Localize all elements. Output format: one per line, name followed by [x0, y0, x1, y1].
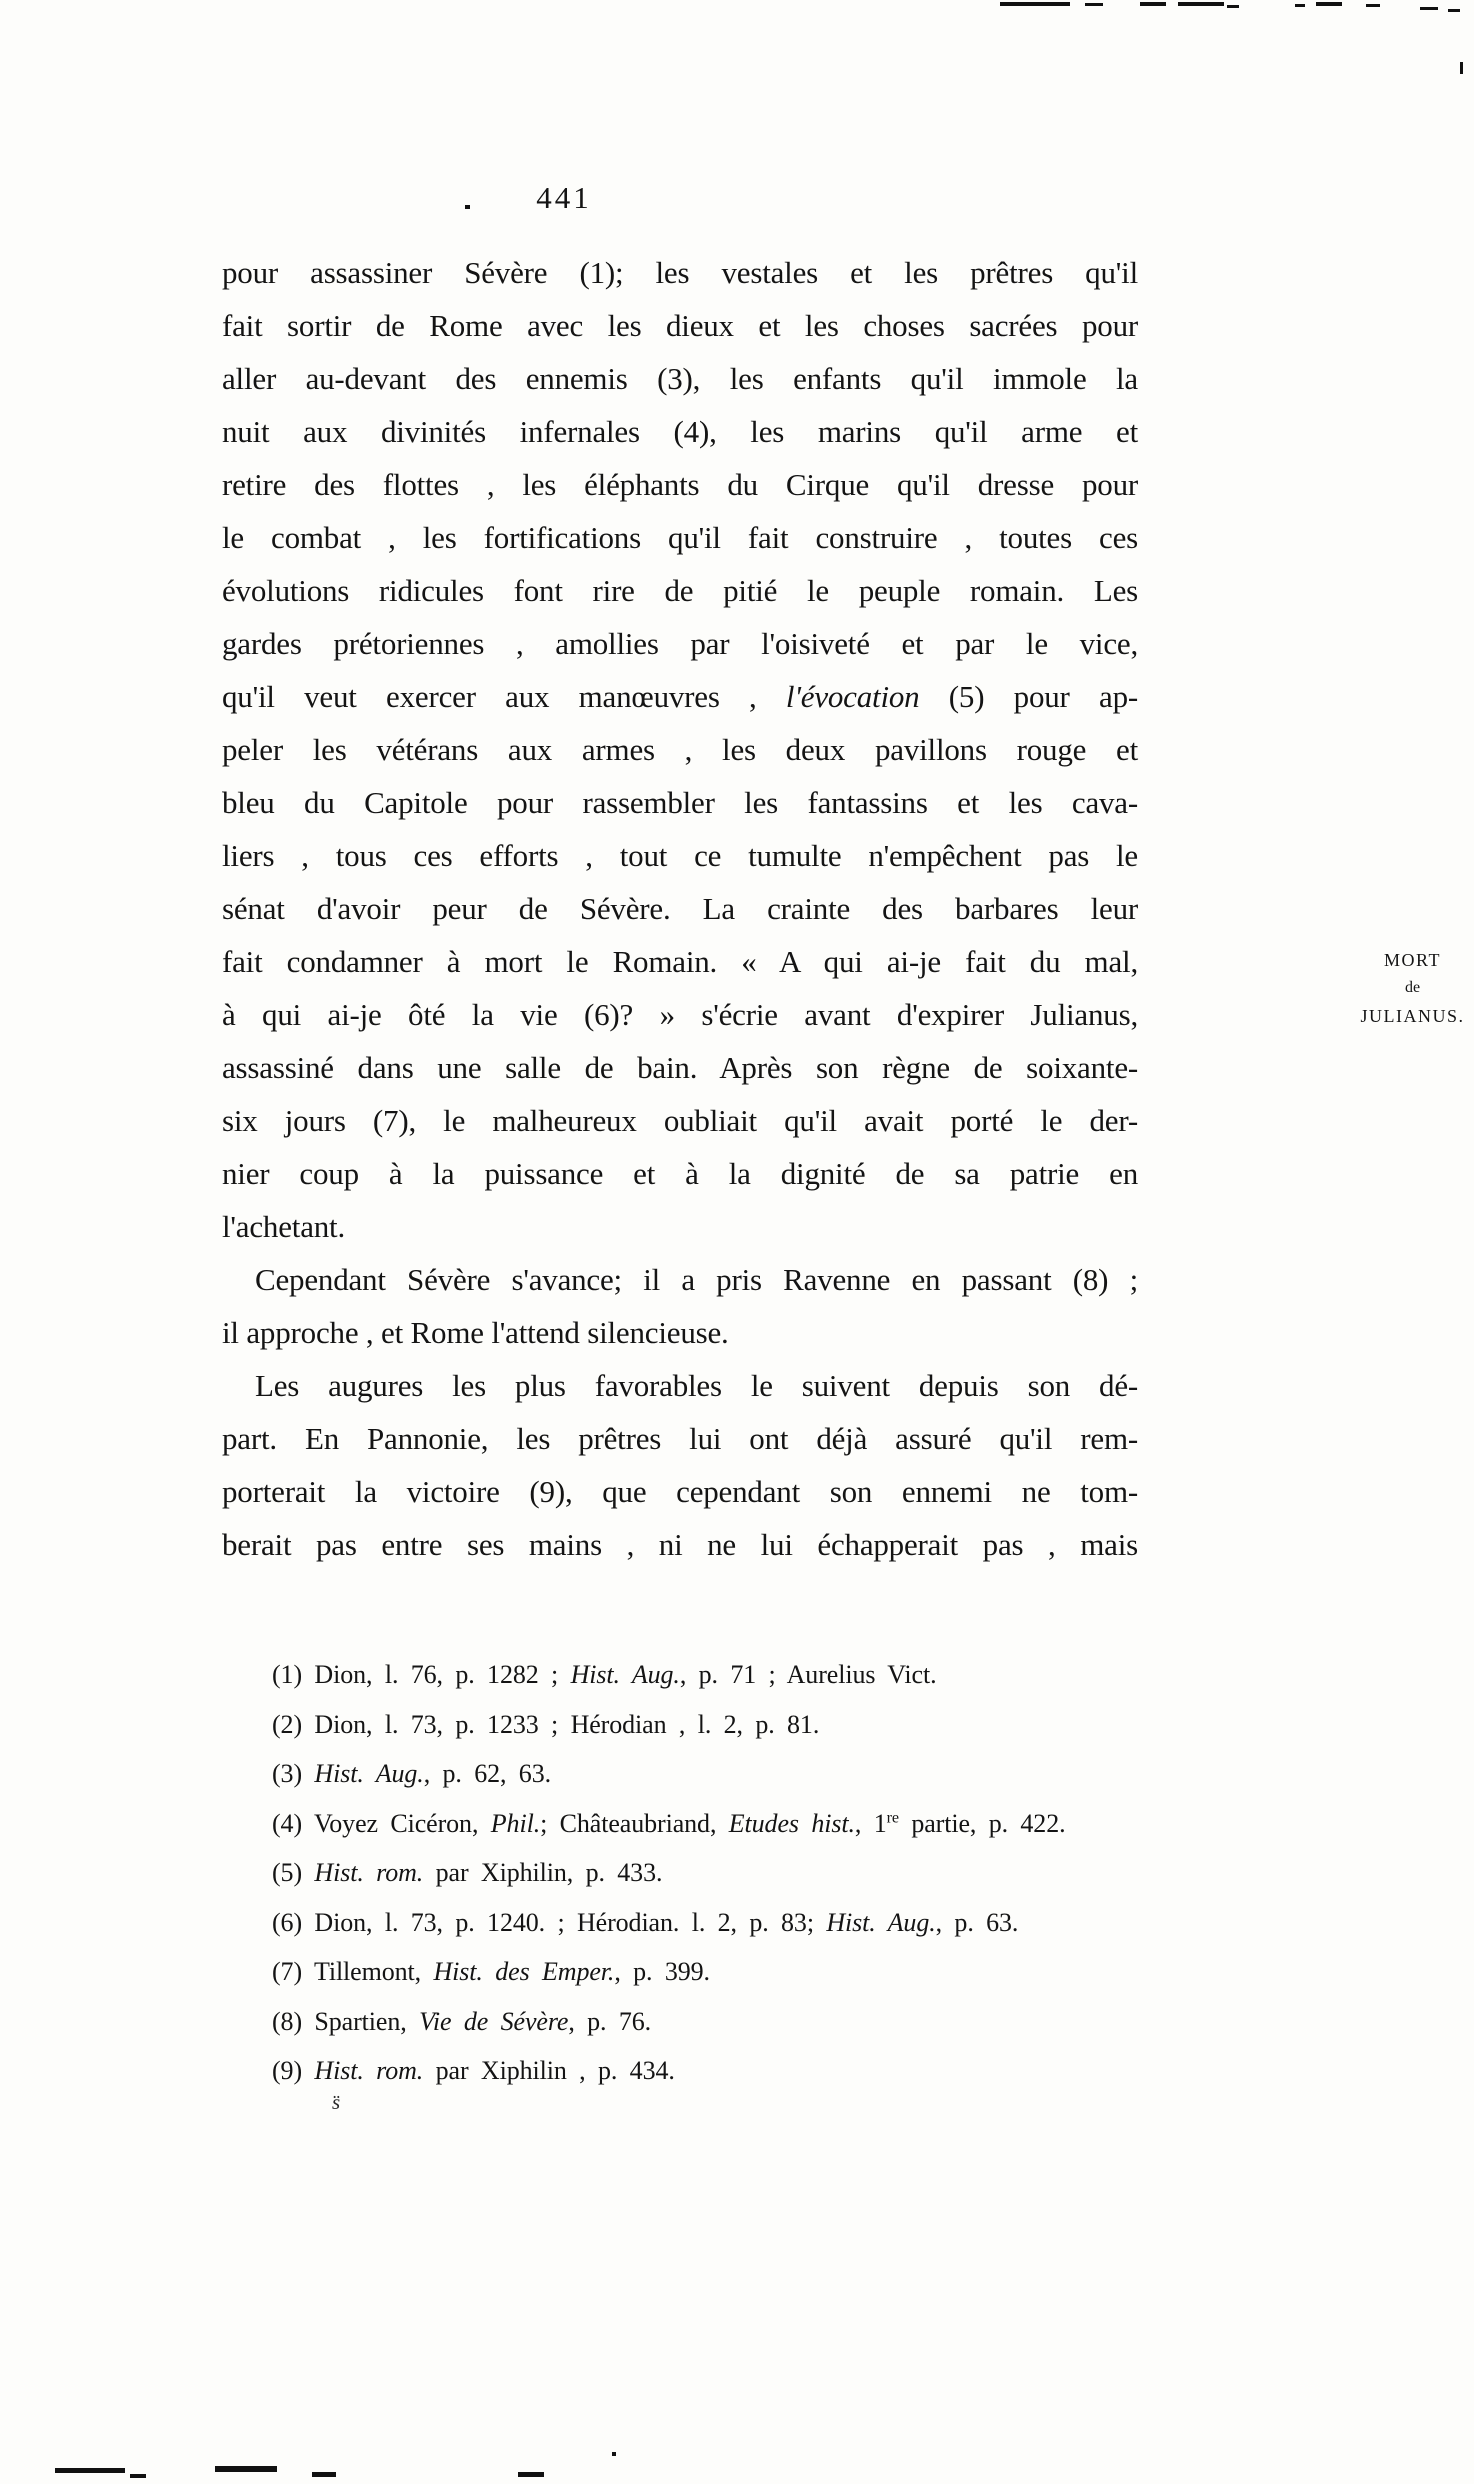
text-line: fait sortir de Rome avec les dieux et les choses sacrées pour — [222, 308, 1138, 343]
text-line: porterait la victoire (9), que cependant son ennemi ne tom- — [222, 1474, 1138, 1509]
text-line: gardes prétoriennes , amollies par l'oisiveté et par le vice, — [222, 626, 1138, 661]
footnote: (4) Voyez Cicéron, Phil.; Châteaubriand, Etudes hist., 1re partie, p. 422. — [272, 1808, 1066, 1838]
text-line: nier coup à la puissance et à la dignité de sa patrie en — [222, 1156, 1138, 1191]
text-line: nuit aux divinités infernales (4), les marins qu'il arme et — [222, 414, 1138, 449]
text-line: part. En Pannonie, les prêtres lui ont déjà assuré qu'il rem- — [222, 1421, 1138, 1456]
footnote: (5) Hist. rom. par Xiphilin, p. 433. — [272, 1858, 663, 1887]
scan-artifact — [1227, 5, 1239, 8]
text-line: retire des flottes , les éléphants du Cirque qu'il dresse pour — [222, 467, 1138, 502]
scan-artifact — [612, 2452, 616, 2456]
scan-artifact — [1085, 3, 1103, 6]
scan-artifact — [1448, 9, 1460, 12]
text-line: six jours (7), le malheureux oubliait qu'il avait porté le der- — [222, 1103, 1138, 1138]
footnote: (1) Dion, l. 76, p. 1282 ; Hist. Aug., p. 71 ; Aurelius Vict. — [272, 1660, 937, 1689]
scan-artifact — [312, 2472, 336, 2477]
text-line: à qui ai-je ôté la vie (6)? » s'écrie avant d'expirer Julianus, — [222, 997, 1138, 1032]
footnote: (3) Hist. Aug., p. 62, 63. — [272, 1759, 551, 1788]
text-line: le combat , les fortifications qu'il fait construire , toutes ces — [222, 520, 1138, 555]
margin-note-line: MORT — [1384, 950, 1441, 970]
scan-artifact — [465, 205, 470, 209]
footnote: (2) Dion, l. 73, p. 1233 ; Hérodian , l. 2, p. 81. — [272, 1709, 820, 1739]
text-line: il approche , et Rome l'attend silencieuse. — [222, 1315, 729, 1350]
scan-artifact — [1000, 2, 1070, 6]
text-line: aller au-devant des ennemis (3), les enfants qu'il immole la — [222, 361, 1138, 396]
scan-artifact — [1316, 2, 1342, 6]
text-line: assassiné dans une salle de bain. Après son règne de soixante- — [222, 1050, 1138, 1085]
text-line: peler les vétérans aux armes , les deux pavillons rouge et — [222, 732, 1138, 767]
text-line: Cependant Sévère s'avance; il a pris Ravenne en passant (8) ; — [255, 1262, 1138, 1297]
footnote: (9) Hist. rom. par Xiphilin , p. 434. — [272, 2056, 675, 2085]
main-text-block — [222, 246, 1138, 1571]
page-number: 441 — [536, 180, 592, 215]
text-line: berait pas entre ses mains , ni ne lui échapperait pas , mais — [222, 1527, 1138, 1562]
text-line: fait condamner à mort le Romain. « A qui ai-je fait du mal, — [222, 944, 1138, 979]
scan-artifact — [1366, 4, 1380, 7]
scan-artifact — [1460, 62, 1463, 74]
footnote: (7) Tillemont, Hist. des Emper., p. 399. — [272, 1957, 710, 1986]
text-line: sénat d'avoir peur de Sévère. La crainte des barbares leur — [222, 891, 1138, 926]
scan-artifact — [130, 2474, 146, 2478]
scan-artifact — [1178, 2, 1224, 6]
footnote: (8) Spartien, Vie de Sévère, p. 76. — [272, 2006, 652, 2036]
text-line: bleu du Capitole pour rassembler les fantassins et les cava- — [222, 785, 1138, 820]
text-line: Les augures les plus favorables le suivent depuis son dé- — [255, 1368, 1138, 1403]
text-line: évolutions ridicules font rire de pitié le peuple romain. Les — [222, 573, 1138, 608]
scan-artifact — [55, 2468, 125, 2473]
scan-artifact — [1140, 2, 1166, 6]
scan-artifact — [1420, 7, 1438, 10]
text-line: liers , tous ces efforts , tout ce tumulte n'empêchent pas le — [222, 838, 1138, 873]
text-line: qu'il veut exercer aux manœuvres , l'évocation (5) pour ap- — [222, 679, 1138, 714]
footnotes-block — [272, 1650, 1272, 2096]
margin-note-line: de — [1404, 979, 1421, 996]
margin-note — [1340, 946, 1474, 1030]
text-line: l'achetant. — [222, 1209, 346, 1244]
footnote: (6) Dion, l. 73, p. 1240. ; Hérodian. l. 2, p. 83; Hist. Aug., p. 63. — [272, 1907, 1019, 1937]
signature-mark: s̈ — [332, 2090, 341, 2114]
scan-artifact — [518, 2472, 544, 2477]
scan-artifact — [1295, 4, 1305, 7]
text-line: pour assassiner Sévère (1); les vestales et les prêtres qu'il — [222, 255, 1138, 290]
scan-artifact — [215, 2466, 277, 2472]
margin-note-line: JULIANUS. — [1360, 1006, 1465, 1026]
